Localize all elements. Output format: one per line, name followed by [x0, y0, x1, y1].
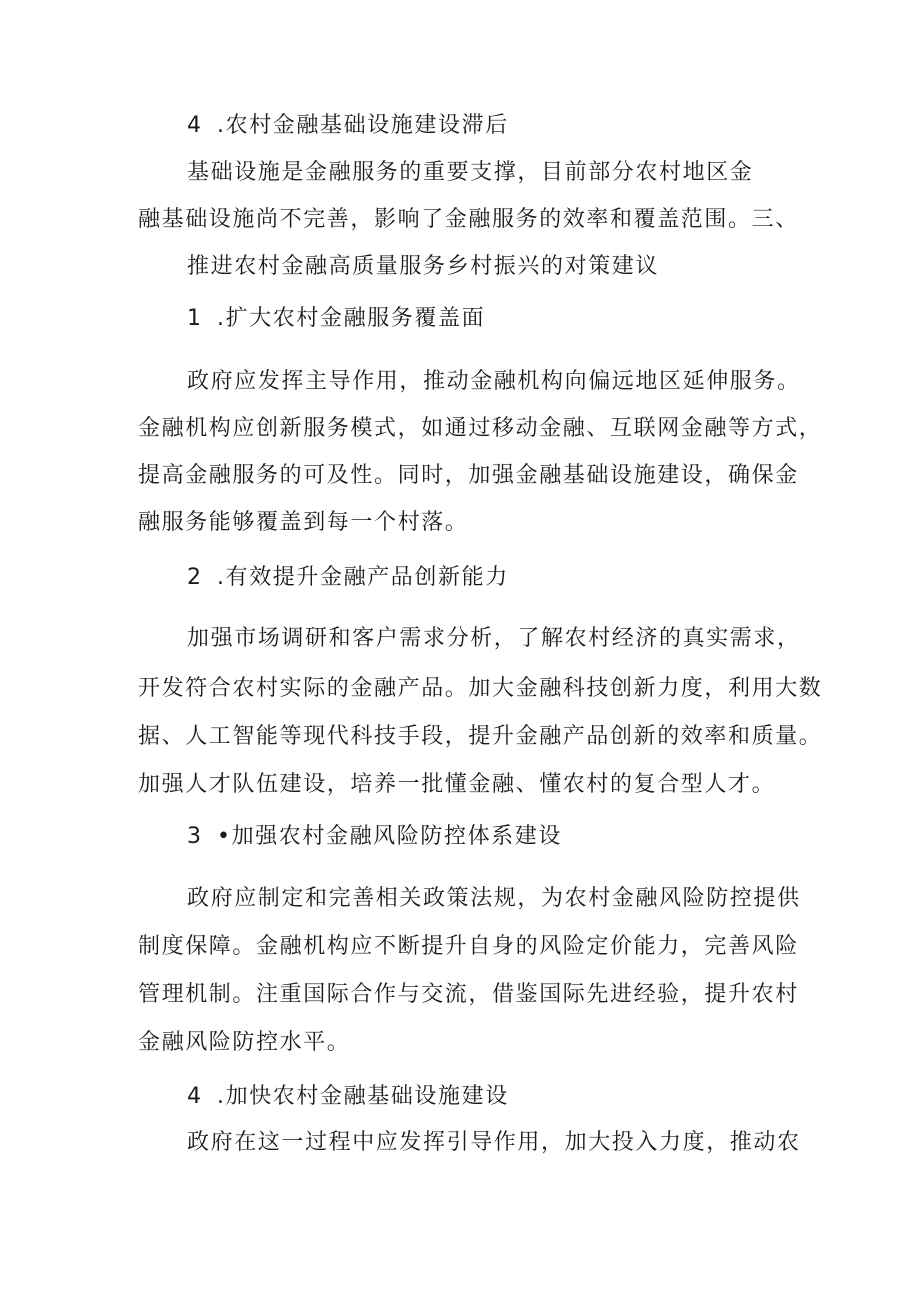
heading-text: .扩大农村金融服务覆盖面 [217, 306, 486, 331]
paragraph-line: 融基础设施尚不完善，影响了金融服务的效率和覆盖范围。三、 [138, 207, 799, 232]
section-heading [187, 304, 485, 334]
heading-number: 2 [187, 565, 201, 590]
paragraph-line: 开发符合农村实际的金融产品。加大金融科技创新力度，利用大数 [138, 676, 823, 701]
paragraph-line: 管理机制。注重国际合作与交流，借鉴国际先进经验，提升农村 [138, 982, 799, 1007]
section-title: 推进农村金融高质量服务乡村振兴的对策建议 [187, 254, 660, 279]
heading-number: 3 [187, 824, 201, 849]
section-heading [187, 111, 509, 141]
paragraph-line: 政府应发挥主导作用，推动金融机构向偏远地区延伸服务。 [187, 369, 801, 394]
heading-number: 4 [187, 113, 201, 138]
paragraph-line: 据、人工智能等现代科技手段，提升金融产品创新的效率和质量。 [138, 724, 823, 749]
heading-text: .农村金融基础设施建设滞后 [217, 113, 509, 138]
section-heading [187, 822, 562, 852]
heading-number: 1 [187, 306, 201, 331]
paragraph-line: 制度保障。金融机构应不断提升自身的风险定价能力，完善风险 [138, 934, 799, 959]
section-heading [187, 563, 509, 593]
paragraph-line: 金融风险防控水平。 [138, 1030, 351, 1055]
paragraph-line: 基础设施是金融服务的重要支撑，目前部分农村地区金 [187, 160, 754, 185]
paragraph-line: 加强市场调研和客户需求分析，了解农村经济的真实需求， [187, 626, 801, 651]
paragraph-line: 加强人才队伍建设，培养一批懂金融、懂农村的复合型人才。 [138, 772, 776, 797]
paragraph-line: 金融机构应创新服务模式，如通过移动金融、互联网金融等方式， [138, 416, 823, 441]
paragraph-line: 政府应制定和完善相关政策法规，为农村金融风险防控提供 [187, 886, 801, 911]
section-heading [187, 1082, 509, 1112]
paragraph-line: 政府在这一过程中应发挥引导作用，加大投入力度，推动农 [187, 1130, 801, 1155]
heading-text: .加快农村金融基础设施建设 [217, 1084, 509, 1109]
paragraph-line: 融服务能够覆盖到每一个村落。 [138, 510, 469, 535]
heading-text: .有效提升金融产品创新能力 [217, 565, 509, 590]
heading-number: 4 [187, 1084, 201, 1109]
heading-text: •加强农村金融风险防控体系建设 [217, 824, 562, 849]
paragraph-line: 提高金融服务的可及性。同时，加强金融基础设施建设，确保金 [138, 463, 799, 488]
